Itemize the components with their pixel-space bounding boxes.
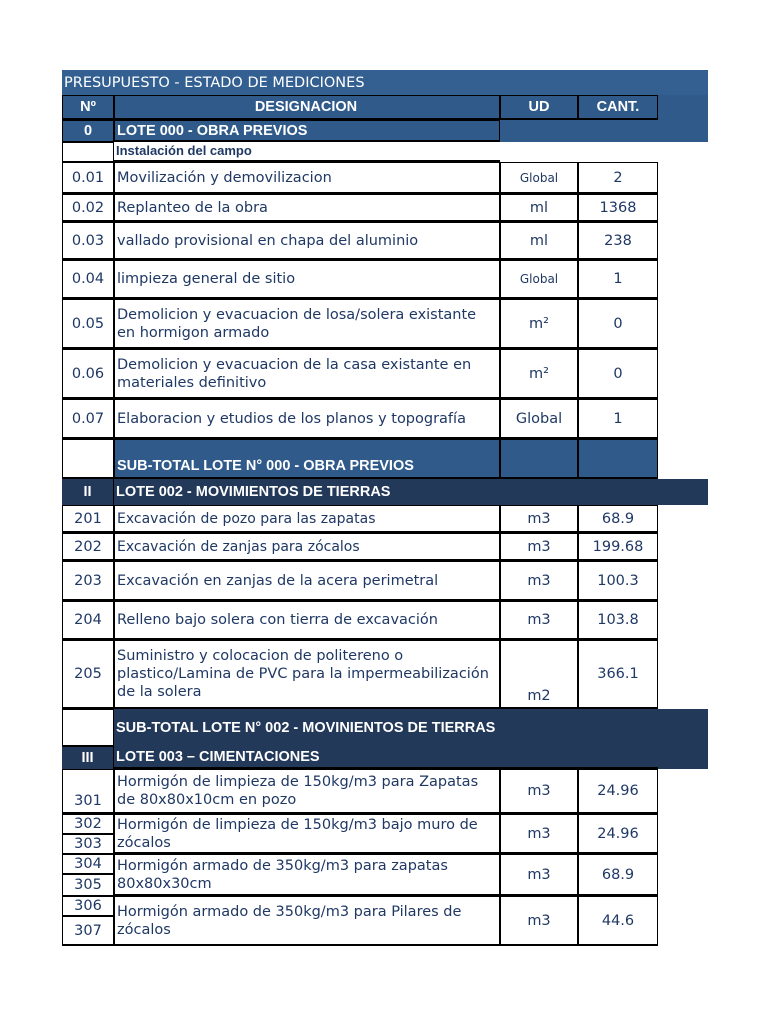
lote-2-label: LOTE 002 - MOVIMIENTOS DE TIERRAS — [116, 484, 391, 500]
lote-3-label: LOTE 003 – CIMENTACIONES — [114, 747, 658, 769]
item-cant: 238 — [578, 222, 658, 260]
table-row — [62, 601, 708, 640]
table-row — [62, 854, 708, 896]
item-no: 203 — [62, 561, 114, 601]
item-designacion: Relleno bajo solera con tierra de excavación — [114, 601, 500, 640]
sheet-title: PRESUPUESTO - ESTADO DE MEDICIONES — [64, 74, 365, 91]
subtotal-0-label: SUB-TOTAL LOTE N° 000 - OBRA PREVIOS — [114, 439, 500, 479]
subheading-no — [62, 142, 114, 162]
header-no: Nº — [62, 95, 114, 120]
table-row — [62, 399, 708, 439]
item-designacion: Elaboracion y etudios de los planos y topografía — [114, 399, 500, 439]
sheet-title-row — [62, 70, 708, 95]
item-cant: 0 — [578, 299, 658, 349]
table-row — [62, 349, 708, 399]
table-row — [62, 896, 708, 946]
item-designacion: Movilización y demovilizacion — [114, 162, 500, 194]
table-row — [62, 194, 708, 222]
item-ud: ml — [500, 222, 578, 260]
item-cant: 1368 — [578, 194, 658, 222]
lote-2-no: II — [62, 479, 114, 505]
item-designacion: Replanteo de la obra — [114, 194, 500, 222]
item-designacion: Hormigón armado de 350kg/m3 para Pilares de zócalos — [114, 896, 500, 946]
item-no: 0.03 — [62, 222, 114, 260]
item-cant: 103.8 — [578, 601, 658, 640]
table-row — [62, 769, 708, 814]
item-no-bottom: 307 — [62, 916, 114, 946]
item-ud: m3 — [500, 854, 578, 896]
subheading-row — [62, 142, 708, 162]
table-row — [62, 299, 708, 349]
item-designacion: Excavación de pozo para las zapatas — [114, 505, 500, 533]
subtotal-0-row — [62, 439, 708, 479]
item-ud: m3 — [500, 533, 578, 561]
item-cant: 199.68 — [578, 533, 658, 561]
item-no: 202 — [62, 533, 114, 561]
lote-3-no: III — [62, 747, 114, 769]
item-ud: m3 — [500, 896, 578, 946]
header-cant: CANT. — [578, 95, 658, 120]
item-designacion: Demolicion y evacuacion de la casa existante en materiales definitivo — [114, 349, 500, 399]
item-no-bottom: 305 — [62, 874, 114, 896]
item-ud: m3 — [500, 769, 578, 814]
table-row — [62, 260, 708, 299]
lote-0-label: LOTE 000 - OBRA PREVIOS — [114, 120, 500, 142]
item-no-top: 306 — [62, 896, 114, 916]
item-no: 0.06 — [62, 349, 114, 399]
subtotal-0-no — [62, 439, 114, 479]
item-cant: 1 — [578, 399, 658, 439]
item-designacion: vallado provisional en chapa del aluminio — [114, 222, 500, 260]
table-row — [62, 640, 708, 709]
item-ud: ml — [500, 194, 578, 222]
item-ud: Global — [500, 399, 578, 439]
table-row — [62, 505, 708, 533]
item-no: 201 — [62, 505, 114, 533]
item-no: 301 — [62, 769, 114, 814]
lote-0-row — [62, 120, 708, 142]
item-cant: 68.9 — [578, 505, 658, 533]
item-designacion: Excavación en zanjas de la acera perimetral — [114, 561, 500, 601]
item-ud: Global — [500, 162, 578, 194]
item-ud: Global — [500, 260, 578, 299]
item-cant: 24.96 — [578, 814, 658, 854]
item-no: 204 — [62, 601, 114, 640]
item-ud: m3 — [500, 505, 578, 533]
table-row — [62, 814, 708, 854]
table-row — [62, 222, 708, 260]
item-no: 0.05 — [62, 299, 114, 349]
item-designacion: limpieza general de sitio — [114, 260, 500, 299]
item-cant: 68.9 — [578, 854, 658, 896]
item-designacion: Hormigón de limpieza de 150kg/m3 bajo muro de zócalos — [114, 814, 500, 854]
table-row — [62, 533, 708, 561]
item-cant: 2 — [578, 162, 658, 194]
item-cant: 24.96 — [578, 769, 658, 814]
item-no: 0.04 — [62, 260, 114, 299]
item-no-bottom: 303 — [62, 834, 114, 854]
item-no-top: 304 — [62, 854, 114, 874]
item-no: 205 — [62, 640, 114, 709]
item-ud: m3 — [500, 601, 578, 640]
item-cant: 1 — [578, 260, 658, 299]
item-designacion: Hormigón de limpieza de 150kg/m3 para Zapatas de 80x80x10cm en pozo — [114, 769, 500, 814]
subtotal-2-label: SUB-TOTAL LOTE N° 002 - MOVINIENTOS DE TIERRAS — [114, 709, 708, 747]
table-row — [62, 162, 708, 194]
lote-0-no: 0 — [62, 120, 114, 142]
lote-2-row — [62, 479, 708, 505]
header-row — [62, 95, 708, 120]
item-no: 0.07 — [62, 399, 114, 439]
item-cant: 100.3 — [578, 561, 658, 601]
item-designacion: Demolicion y evacuacion de losa/solera existante en hormigon armado — [114, 299, 500, 349]
item-designacion: Excavación de zanjas para zócalos — [114, 533, 500, 561]
item-ud: m3 — [500, 814, 578, 854]
header-ud: UD — [500, 95, 578, 120]
item-designacion: Hormigón armado de 350kg/m3 para zapatas 80x80x30cm — [114, 854, 500, 896]
item-ud: m² — [500, 349, 578, 399]
subheading-label: Instalación del campo — [114, 142, 500, 162]
subtotal-2-no — [62, 709, 114, 747]
item-ud: m2 — [500, 640, 578, 709]
item-cant: 366.1 — [578, 640, 658, 709]
item-designacion: Suministro y colocacion de politereno o plastico/Lamina de PVC para la impermeabilización de la solera — [114, 640, 500, 709]
header-designacion: DESIGNACION — [114, 95, 500, 120]
subtotal-0-cant — [578, 439, 658, 479]
item-cant: 44.6 — [578, 896, 658, 946]
lote-3-row — [62, 747, 708, 769]
item-ud: m² — [500, 299, 578, 349]
subtotal-2-row — [62, 709, 708, 747]
item-ud: m3 — [500, 561, 578, 601]
header-fill — [658, 95, 708, 120]
item-no: 0.01 — [62, 162, 114, 194]
item-no-top: 302 — [62, 814, 114, 834]
subtotal-0-ud — [500, 439, 578, 479]
table-row — [62, 561, 708, 601]
item-no: 0.02 — [62, 194, 114, 222]
item-cant: 0 — [578, 349, 658, 399]
